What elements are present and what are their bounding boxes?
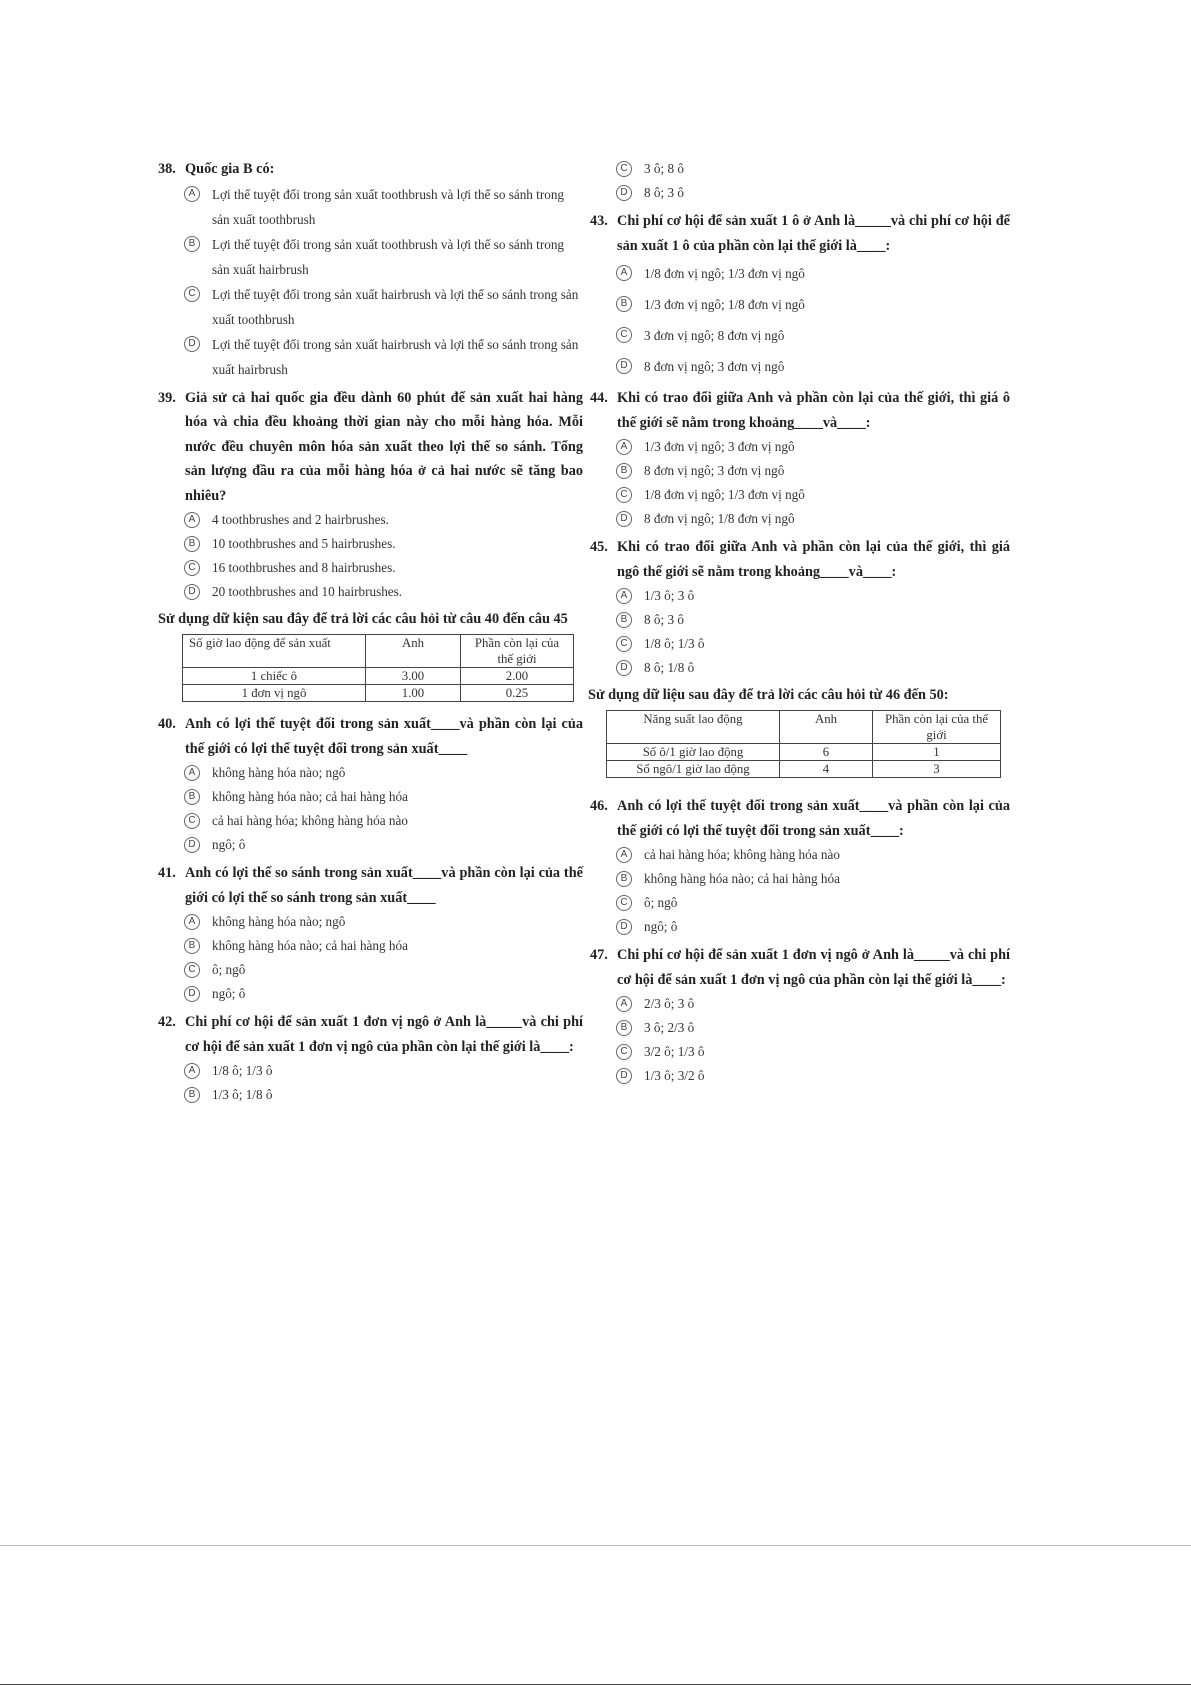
option-text: 4 toothbrushes and 2 hairbrushes.: [212, 512, 389, 527]
question-text: Chi phí cơ hội để sản xuất 1 ô ở Anh là_____và chi phí cơ hội để sản xuất 1 ô của phần còn lại thế giới là____:: [617, 213, 1010, 254]
option-letter-icon: A: [616, 265, 632, 281]
option-b: [616, 1016, 1010, 1040]
table-header-row: [183, 635, 574, 668]
table-row: [607, 761, 1001, 778]
option-c: [184, 556, 583, 580]
option-b: [184, 934, 583, 958]
question-number: 40.: [158, 716, 176, 732]
option-b: [184, 785, 583, 809]
table-row: [183, 685, 574, 702]
question-text: Giả sử cả hai quốc gia đều dành 60 phút để sản xuất hai hàng hóa và chia đều khoảng thời gian này cho mỗi hàng hóa. Mỗi nước đều chuyên môn hóa sản xuất theo lợi thế so sánh. Tổng sản lượng đầu ra của mỗi hàng hóa ở cả hai nước sẽ tăng bao nhiêu?: [185, 389, 583, 504]
question-number: 44.: [590, 390, 608, 406]
option-c: [616, 1040, 1010, 1064]
option-c: [616, 157, 1010, 181]
question-number: 41.: [158, 865, 176, 881]
option-letter-icon: B: [184, 536, 200, 552]
option-letter-icon: B: [616, 463, 632, 479]
option-text: 8 ô; 3 ô: [644, 185, 684, 200]
option-a: [184, 182, 583, 232]
question-number: 47.: [590, 947, 608, 963]
option-text: 1/8 đơn vị ngô; 1/3 đơn vị ngô: [644, 487, 805, 502]
table-header-row: [607, 711, 1001, 744]
option-d: [616, 351, 1010, 382]
option-text: không hàng hóa nào; cả hai hàng hóa: [212, 789, 408, 804]
question-text: Chi phí cơ hội để sản xuất 1 đơn vị ngô ở Anh là_____và chi phí cơ hội để sản xuất 1 đơn vị ngô của phần còn lại thế giới là____:: [185, 1014, 583, 1055]
table-cell: 0.25: [461, 685, 574, 702]
option-c: [184, 282, 583, 332]
table-row: [607, 744, 1001, 761]
table-cell: 1.00: [366, 685, 461, 702]
question-number: 46.: [590, 798, 608, 814]
option-text: 20 toothbrushes and 10 hairbrushes.: [212, 584, 403, 599]
question-47: [590, 943, 1010, 1088]
option-text: 8 đơn vị ngô; 3 đơn vị ngô: [644, 359, 785, 374]
option-letter-icon: C: [616, 1044, 632, 1060]
option-letter-icon: A: [184, 765, 200, 781]
option-c: [184, 809, 583, 833]
option-letter-icon: D: [184, 336, 200, 352]
option-text: ngô; ô: [212, 986, 246, 1001]
option-text: ô; ngô: [644, 895, 678, 910]
option-text: cả hai hàng hóa; không hàng hóa nào: [212, 813, 408, 828]
option-a: [184, 508, 583, 532]
option-text: 3 ô; 2/3 ô: [644, 1020, 695, 1035]
option-letter-icon: D: [616, 511, 632, 527]
table-cell: Số ô/1 giờ lao động: [607, 744, 780, 761]
question-number: 42.: [158, 1014, 176, 1030]
option-text: 1/3 đơn vị ngô; 3 đơn vị ngô: [644, 439, 795, 454]
table-header-cell: Anh: [780, 711, 873, 744]
option-b: [616, 867, 1010, 891]
question-43: [590, 209, 1010, 382]
table-header-cell: Năng suất lao động: [607, 711, 780, 744]
option-d: [616, 181, 1010, 205]
table-cell: 3.00: [366, 668, 461, 685]
option-b: [184, 1083, 583, 1107]
option-letter-icon: D: [616, 358, 632, 374]
option-d: [184, 332, 583, 382]
option-b: [616, 289, 1010, 320]
section-heading: Sử dụng dữ liệu sau đây để trả lời các câu hỏi từ 46 đến 50:: [588, 687, 949, 703]
option-text: Lợi thế tuyệt đối trong sản xuất toothbrush và lợi thế so sánh trong sản xuất toothbrush: [212, 186, 565, 227]
option-text: không hàng hóa nào; ngô: [212, 914, 346, 929]
page-divider: [0, 1545, 1191, 1546]
table-cell: 1 đơn vị ngô: [183, 685, 366, 702]
option-text: 1/8 ô; 1/3 ô: [644, 636, 705, 651]
option-letter-icon: D: [184, 837, 200, 853]
option-c: [616, 483, 1010, 507]
option-letter-icon: C: [616, 327, 632, 343]
option-letter-icon: C: [616, 636, 632, 652]
question-42: [158, 1010, 583, 1107]
option-text: 1/3 ô; 3 ô: [644, 588, 695, 603]
question-number: 38.: [158, 161, 176, 177]
question-text: Anh có lợi thế tuyệt đối trong sản xuất____và phần còn lại của thế giới có lợi thế tuyệt đối trong sản xuất____:: [617, 798, 1010, 839]
option-text: không hàng hóa nào; ngô: [212, 765, 346, 780]
option-letter-icon: D: [184, 986, 200, 1002]
option-letter-icon: A: [184, 186, 200, 202]
option-b: [616, 459, 1010, 483]
option-c: [616, 632, 1010, 656]
data-table-2: [606, 710, 1001, 778]
option-d: [616, 1064, 1010, 1088]
question-46: [590, 794, 1010, 939]
option-d: [616, 507, 1010, 531]
table-cell: 6: [780, 744, 873, 761]
option-letter-icon: C: [184, 962, 200, 978]
option-text: không hàng hóa nào; cả hai hàng hóa: [212, 938, 408, 953]
option-letter-icon: C: [616, 895, 632, 911]
right-column: [590, 157, 1010, 1092]
question-44: [590, 386, 1010, 531]
question-text: Chi phí cơ hội để sản xuất 1 đơn vị ngô ở Anh là_____và chi phí cơ hội để sản xuất 1 đơn vị ngô của phần còn lại thế giới là____:: [617, 947, 1010, 988]
option-d: [184, 982, 583, 1006]
option-b: [184, 232, 583, 282]
option-letter-icon: B: [184, 236, 200, 252]
option-text: 10 toothbrushes and 5 hairbrushes.: [212, 536, 396, 551]
question-text: Quốc gia B có:: [185, 161, 275, 177]
option-d: [184, 833, 583, 857]
option-c: [616, 891, 1010, 915]
option-letter-icon: C: [184, 813, 200, 829]
option-letter-icon: D: [616, 1068, 632, 1084]
option-c: [184, 958, 583, 982]
table-header-cell: Phần còn lại của thế giới: [873, 711, 1001, 744]
option-a: [616, 843, 1010, 867]
data-table-1: [182, 634, 574, 702]
option-b: [184, 532, 583, 556]
option-letter-icon: B: [616, 296, 632, 312]
section-heading: Sử dụng dữ kiện sau đây để trả lời các câu hỏi từ câu 40 đến câu 45: [158, 611, 568, 627]
option-b: [616, 608, 1010, 632]
question-40: [158, 712, 583, 857]
option-letter-icon: B: [184, 1087, 200, 1103]
option-letter-icon: A: [616, 439, 632, 455]
question-number: 39.: [158, 389, 176, 406]
question-text: Anh có lợi thế so sánh trong sản xuất____và phần còn lại của thế giới có lợi thế so sánh trong sản xuất____: [185, 865, 583, 906]
question-45: [590, 535, 1010, 680]
option-letter-icon: B: [616, 871, 632, 887]
option-letter-icon: B: [184, 789, 200, 805]
option-a: [184, 761, 583, 785]
option-text: 1/8 ô; 1/3 ô: [212, 1063, 273, 1078]
option-a: [616, 435, 1010, 459]
option-letter-icon: A: [184, 1063, 200, 1079]
option-text: Lợi thế tuyệt đối trong sản xuất hairbrush và lợi thế so sánh trong sản xuất hairbrush: [212, 336, 579, 377]
option-text: ô; ngô: [212, 962, 246, 977]
option-text: 8 ô; 1/8 ô: [644, 660, 695, 675]
option-text: 3 ô; 8 ô: [644, 161, 684, 176]
option-c: [616, 320, 1010, 351]
question-text: Khi có trao đổi giữa Anh và phần còn lại của thế giới, thì giá ô thế giới sẽ nằm trong khoảng____và____:: [617, 390, 1010, 431]
option-letter-icon: A: [616, 996, 632, 1012]
table-cell: Số ngô/1 giờ lao động: [607, 761, 780, 778]
option-text: Lợi thế tuyệt đối trong sản xuất toothbrush và lợi thế so sánh trong sản xuất hairbrush: [212, 236, 565, 277]
option-letter-icon: A: [616, 847, 632, 863]
option-text: 8 đơn vị ngô; 1/8 đơn vị ngô: [644, 511, 795, 526]
table-header-cell: Anh: [366, 635, 461, 668]
option-letter-icon: D: [616, 919, 632, 935]
option-text: 1/3 ô; 1/8 ô: [212, 1087, 273, 1102]
option-text: 2/3 ô; 3 ô: [644, 996, 695, 1011]
option-text: ngô; ô: [212, 837, 246, 852]
option-a: [184, 1059, 583, 1083]
table-header-cell: Phần còn lại của thế giới: [461, 635, 574, 668]
option-letter-icon: C: [616, 161, 632, 177]
option-letter-icon: A: [184, 512, 200, 528]
option-text: 1/3 đơn vị ngô; 1/8 đơn vị ngô: [644, 297, 805, 312]
table-cell: 1: [873, 744, 1001, 761]
option-text: 1/8 đơn vị ngô; 1/3 đơn vị ngô: [644, 266, 805, 281]
left-column: [158, 157, 583, 1111]
option-a: [616, 992, 1010, 1016]
question-39: [158, 386, 583, 605]
option-a: [616, 258, 1010, 289]
option-letter-icon: D: [616, 660, 632, 676]
table-cell: 3: [873, 761, 1001, 778]
option-letter-icon: C: [616, 487, 632, 503]
option-letter-icon: D: [184, 584, 200, 600]
option-letter-icon: C: [184, 286, 200, 302]
option-text: 16 toothbrushes and 8 hairbrushes.: [212, 560, 396, 575]
option-letter-icon: A: [616, 588, 632, 604]
option-text: không hàng hóa nào; cả hai hàng hóa: [644, 871, 840, 886]
question-38: [158, 157, 583, 382]
option-letter-icon: B: [184, 938, 200, 954]
question-text: Khi có trao đổi giữa Anh và phần còn lại của thế giới, thì giá ngô thế giới sẽ nằm trong khoảng____và____:: [617, 539, 1010, 580]
table-cell: 4: [780, 761, 873, 778]
question-42-continued: [590, 157, 1010, 205]
option-letter-icon: D: [616, 185, 632, 201]
option-text: 3 đơn vị ngô; 8 đơn vị ngô: [644, 328, 785, 343]
option-letter-icon: A: [184, 914, 200, 930]
question-text: Anh có lợi thế tuyệt đối trong sản xuất____và phần còn lại của thế giới có lợi thế tuyệt đối trong sản xuất____: [185, 716, 583, 757]
option-text: 8 ô; 3 ô: [644, 612, 684, 627]
option-text: ngô; ô: [644, 919, 678, 934]
table-header-cell: Số giờ lao động để sản xuất: [183, 635, 366, 668]
table-cell: 2.00: [461, 668, 574, 685]
option-text: cả hai hàng hóa; không hàng hóa nào: [644, 847, 840, 862]
option-d: [184, 580, 583, 604]
option-a: [184, 910, 583, 934]
option-text: 1/3 ô; 3/2 ô: [644, 1068, 705, 1083]
option-letter-icon: B: [616, 612, 632, 628]
option-text: Lợi thế tuyệt đối trong sản xuất hairbrush và lợi thế so sánh trong sản xuất toothbrush: [212, 286, 579, 327]
question-number: 43.: [590, 213, 608, 229]
table-cell: 1 chiếc ô: [183, 668, 366, 685]
option-d: [616, 915, 1010, 939]
option-text: 8 đơn vị ngô; 3 đơn vị ngô: [644, 463, 785, 478]
option-text: 3/2 ô; 1/3 ô: [644, 1044, 705, 1059]
option-d: [616, 656, 1010, 680]
question-41: [158, 861, 583, 1006]
table-row: [183, 668, 574, 685]
option-letter-icon: B: [616, 1020, 632, 1036]
question-number: 45.: [590, 539, 608, 555]
option-a: [616, 584, 1010, 608]
option-letter-icon: C: [184, 560, 200, 576]
